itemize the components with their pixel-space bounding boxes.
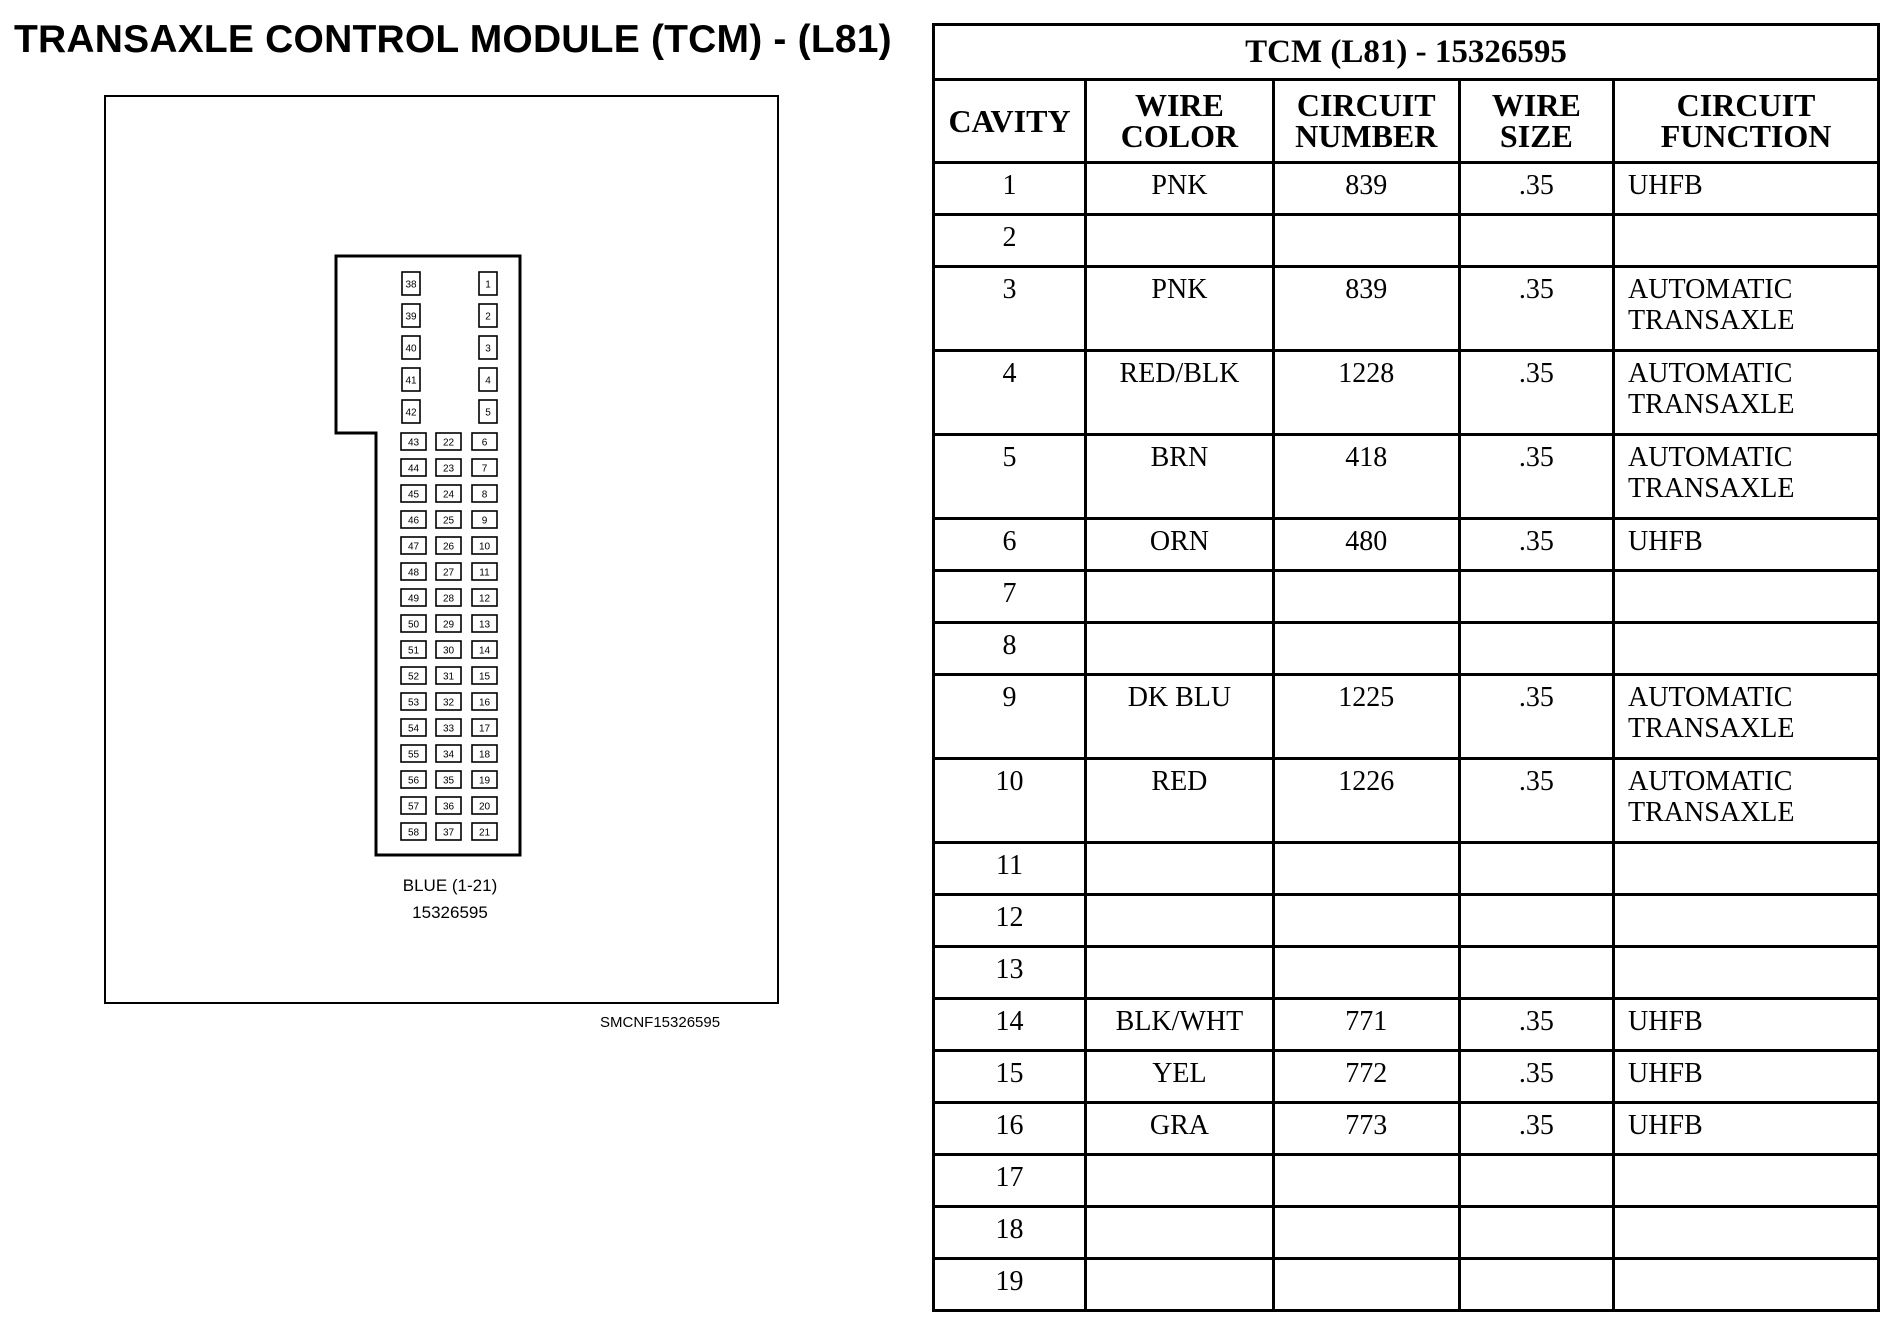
table-row bbox=[934, 1103, 1879, 1155]
cell-cavity: 10 bbox=[934, 759, 1086, 843]
cell-circuit-number bbox=[1273, 215, 1459, 267]
cell-wire-size bbox=[1459, 947, 1613, 999]
svg-text:37: 37 bbox=[442, 827, 455, 839]
svg-text:5: 5 bbox=[485, 407, 491, 419]
cell-circuit-function: UHFB bbox=[1614, 999, 1879, 1051]
cell-circuit-number: 839 bbox=[1273, 163, 1459, 215]
cell-cavity: 5 bbox=[934, 435, 1086, 519]
connector-pin-27 bbox=[436, 563, 461, 580]
cell-circuit-number bbox=[1273, 623, 1459, 675]
cell-wire-color: RED/BLK bbox=[1086, 351, 1274, 435]
table-row bbox=[934, 843, 1879, 895]
connector-pin-8 bbox=[472, 485, 497, 502]
cell-wire-color bbox=[1086, 623, 1274, 675]
connector-pin-10 bbox=[472, 537, 497, 554]
cell-circuit-function: AUTOMATIC TRANSAXLE bbox=[1614, 435, 1879, 519]
svg-text:27: 27 bbox=[442, 567, 455, 579]
cell-circuit-function bbox=[1614, 1155, 1879, 1207]
cell-wire-color: PNK bbox=[1086, 267, 1274, 351]
table-title: TCM (L81) - 15326595 bbox=[934, 25, 1879, 80]
figure-code: SMCNF15326595 bbox=[600, 1014, 721, 1031]
svg-text:1: 1 bbox=[485, 279, 491, 291]
cell-cavity: 17 bbox=[934, 1155, 1086, 1207]
cell-wire-color: BLK/WHT bbox=[1086, 999, 1274, 1051]
cell-circuit-number: 772 bbox=[1273, 1051, 1459, 1103]
connector-pin-26 bbox=[436, 537, 461, 554]
cell-wire-size bbox=[1459, 843, 1613, 895]
table-row bbox=[934, 1259, 1879, 1311]
connector-pin-3 bbox=[479, 336, 497, 359]
cell-circuit-function: AUTOMATIC TRANSAXLE bbox=[1614, 351, 1879, 435]
cell-wire-color bbox=[1086, 1259, 1274, 1311]
cell-circuit-number: 1226 bbox=[1273, 759, 1459, 843]
cell-cavity: 8 bbox=[934, 623, 1086, 675]
connector-color-label: BLUE (1-21) bbox=[402, 876, 498, 895]
header-wire-color: WIRE COLOR bbox=[1086, 80, 1274, 163]
cell-wire-size bbox=[1459, 623, 1613, 675]
connector-pin-13 bbox=[472, 615, 497, 632]
svg-text:12: 12 bbox=[478, 593, 491, 605]
connector-pin-5 bbox=[479, 400, 497, 423]
connector-pin-7 bbox=[472, 459, 497, 476]
svg-text:19: 19 bbox=[478, 775, 491, 787]
cell-cavity: 6 bbox=[934, 519, 1086, 571]
table-row bbox=[934, 519, 1879, 571]
svg-text:43: 43 bbox=[407, 437, 420, 449]
connector-pin-23 bbox=[436, 459, 461, 476]
cell-circuit-number bbox=[1273, 1207, 1459, 1259]
connector-pin-19 bbox=[472, 771, 497, 788]
cell-wire-size: .35 bbox=[1459, 435, 1613, 519]
connector-pin-29 bbox=[436, 615, 461, 632]
cell-wire-size bbox=[1459, 895, 1613, 947]
svg-text:41: 41 bbox=[405, 375, 417, 387]
cell-circuit-number: 773 bbox=[1273, 1103, 1459, 1155]
cell-wire-color: BRN bbox=[1086, 435, 1274, 519]
svg-text:28: 28 bbox=[442, 593, 455, 605]
cell-circuit-function: AUTOMATIC TRANSAXLE bbox=[1614, 759, 1879, 843]
cell-wire-color: GRA bbox=[1086, 1103, 1274, 1155]
connector-pin-16 bbox=[472, 693, 497, 710]
connector-pin-57 bbox=[401, 797, 426, 814]
connector-pin-21 bbox=[472, 823, 497, 840]
svg-text:2: 2 bbox=[485, 311, 491, 323]
cell-circuit-function bbox=[1614, 623, 1879, 675]
connector-pin-38 bbox=[402, 272, 420, 295]
connector-pin-9 bbox=[472, 511, 497, 528]
connector-diagram-frame bbox=[104, 95, 779, 1004]
header-cavity: CAVITY bbox=[934, 80, 1086, 163]
connector-pin-45 bbox=[401, 485, 426, 502]
svg-text:32: 32 bbox=[442, 697, 455, 709]
connector-part-number: 15326595 bbox=[412, 903, 488, 922]
svg-text:6: 6 bbox=[481, 437, 488, 449]
connector-pin-11 bbox=[472, 563, 497, 580]
svg-text:50: 50 bbox=[407, 619, 420, 631]
table-row bbox=[934, 1155, 1879, 1207]
cell-circuit-number bbox=[1273, 843, 1459, 895]
cell-wire-size bbox=[1459, 571, 1613, 623]
svg-text:14: 14 bbox=[478, 645, 491, 657]
connector-pin-51 bbox=[401, 641, 426, 658]
cell-wire-color bbox=[1086, 843, 1274, 895]
connector-pin-54 bbox=[401, 719, 426, 736]
connector-pin-47 bbox=[401, 537, 426, 554]
svg-text:51: 51 bbox=[407, 645, 420, 657]
connector-pin-14 bbox=[472, 641, 497, 658]
svg-text:40: 40 bbox=[405, 343, 417, 355]
connector-pin-42 bbox=[402, 400, 420, 423]
cell-circuit-number: 839 bbox=[1273, 267, 1459, 351]
svg-text:31: 31 bbox=[442, 671, 455, 683]
cell-cavity: 19 bbox=[934, 1259, 1086, 1311]
table-row bbox=[934, 623, 1879, 675]
svg-text:35: 35 bbox=[442, 775, 455, 787]
svg-text:9: 9 bbox=[481, 515, 488, 527]
cell-cavity: 3 bbox=[934, 267, 1086, 351]
connector-pin-6 bbox=[472, 433, 497, 450]
svg-text:45: 45 bbox=[407, 489, 420, 501]
svg-text:42: 42 bbox=[405, 407, 417, 419]
svg-text:8: 8 bbox=[481, 489, 488, 501]
cell-cavity: 18 bbox=[934, 1207, 1086, 1259]
cell-circuit-function bbox=[1614, 895, 1879, 947]
cell-wire-size: .35 bbox=[1459, 163, 1613, 215]
connector-pin-12 bbox=[472, 589, 497, 606]
cell-wire-size: .35 bbox=[1459, 759, 1613, 843]
cell-wire-size: .35 bbox=[1459, 519, 1613, 571]
svg-text:4: 4 bbox=[485, 375, 491, 387]
cell-wire-color bbox=[1086, 215, 1274, 267]
svg-text:46: 46 bbox=[407, 515, 420, 527]
svg-text:11: 11 bbox=[479, 567, 490, 579]
cell-wire-size bbox=[1459, 1259, 1613, 1311]
cell-circuit-number bbox=[1273, 571, 1459, 623]
pinout-table bbox=[932, 23, 1880, 1312]
cell-circuit-number bbox=[1273, 1259, 1459, 1311]
cell-cavity: 4 bbox=[934, 351, 1086, 435]
table-row bbox=[934, 1207, 1879, 1259]
cell-circuit-number: 418 bbox=[1273, 435, 1459, 519]
svg-text:54: 54 bbox=[407, 723, 420, 735]
connector-pin-49 bbox=[401, 589, 426, 606]
cell-circuit-number bbox=[1273, 1155, 1459, 1207]
table-row bbox=[934, 163, 1879, 215]
connector-pin-20 bbox=[472, 797, 497, 814]
connector-pin-50 bbox=[401, 615, 426, 632]
connector-pin-25 bbox=[436, 511, 461, 528]
cell-circuit-number bbox=[1273, 895, 1459, 947]
cell-wire-color bbox=[1086, 1207, 1274, 1259]
svg-text:48: 48 bbox=[407, 567, 420, 579]
svg-text:44: 44 bbox=[407, 463, 420, 475]
svg-text:16: 16 bbox=[478, 697, 491, 709]
cell-circuit-function bbox=[1614, 947, 1879, 999]
svg-text:36: 36 bbox=[442, 801, 455, 813]
cell-wire-size bbox=[1459, 215, 1613, 267]
svg-text:38: 38 bbox=[405, 279, 417, 291]
connector-pin-46 bbox=[401, 511, 426, 528]
svg-text:22: 22 bbox=[442, 437, 455, 449]
svg-text:25: 25 bbox=[442, 515, 455, 527]
table-row bbox=[934, 675, 1879, 759]
svg-text:10: 10 bbox=[478, 541, 491, 553]
connector-pin-44 bbox=[401, 459, 426, 476]
connector-pin-18 bbox=[472, 745, 497, 762]
cell-circuit-function bbox=[1614, 1259, 1879, 1311]
svg-text:21: 21 bbox=[478, 827, 491, 839]
cell-wire-color: ORN bbox=[1086, 519, 1274, 571]
cell-circuit-function bbox=[1614, 1207, 1879, 1259]
table-row bbox=[934, 759, 1879, 843]
svg-text:13: 13 bbox=[478, 619, 491, 631]
svg-text:23: 23 bbox=[442, 463, 455, 475]
cell-wire-color bbox=[1086, 1155, 1274, 1207]
svg-text:53: 53 bbox=[407, 697, 420, 709]
connector-pin-31 bbox=[436, 667, 461, 684]
cell-wire-size: .35 bbox=[1459, 267, 1613, 351]
svg-text:55: 55 bbox=[407, 749, 420, 761]
connector-pin-4 bbox=[479, 368, 497, 391]
connector-pin-55 bbox=[401, 745, 426, 762]
svg-text:20: 20 bbox=[478, 801, 491, 813]
connector-pin-56 bbox=[401, 771, 426, 788]
table-row bbox=[934, 947, 1879, 999]
table-row bbox=[934, 435, 1879, 519]
connector-pin-28 bbox=[436, 589, 461, 606]
svg-text:34: 34 bbox=[442, 749, 455, 761]
connector-pin-52 bbox=[401, 667, 426, 684]
cell-circuit-function: UHFB bbox=[1614, 1051, 1879, 1103]
connector-pin-53 bbox=[401, 693, 426, 710]
cell-cavity: 1 bbox=[934, 163, 1086, 215]
svg-text:56: 56 bbox=[407, 775, 420, 787]
header-wire-size: WIRE SIZE bbox=[1459, 80, 1613, 163]
connector-face-drawing bbox=[106, 97, 781, 1006]
cell-wire-size: .35 bbox=[1459, 1103, 1613, 1155]
header-circuit-number: CIRCUIT NUMBER bbox=[1273, 80, 1459, 163]
svg-text:49: 49 bbox=[407, 593, 420, 605]
svg-text:58: 58 bbox=[407, 827, 420, 839]
connector-pin-34 bbox=[436, 745, 461, 762]
connector-pin-32 bbox=[436, 693, 461, 710]
table-row bbox=[934, 267, 1879, 351]
connector-pin-35 bbox=[436, 771, 461, 788]
svg-text:39: 39 bbox=[405, 311, 417, 323]
cell-circuit-function bbox=[1614, 215, 1879, 267]
svg-text:57: 57 bbox=[407, 801, 420, 813]
cell-circuit-number bbox=[1273, 947, 1459, 999]
connector-pin-41 bbox=[402, 368, 420, 391]
cell-wire-color bbox=[1086, 571, 1274, 623]
header-circuit-function: CIRCUIT FUNCTION bbox=[1614, 80, 1879, 163]
svg-text:52: 52 bbox=[407, 671, 420, 683]
svg-text:3: 3 bbox=[485, 343, 491, 355]
svg-text:29: 29 bbox=[442, 619, 455, 631]
cell-circuit-function: UHFB bbox=[1614, 519, 1879, 571]
connector-pin-37 bbox=[436, 823, 461, 840]
cell-wire-size: .35 bbox=[1459, 1051, 1613, 1103]
cell-circuit-number: 771 bbox=[1273, 999, 1459, 1051]
cell-circuit-function: UHFB bbox=[1614, 1103, 1879, 1155]
cell-wire-color: PNK bbox=[1086, 163, 1274, 215]
connector-pin-24 bbox=[436, 485, 461, 502]
table-row bbox=[934, 895, 1879, 947]
cell-cavity: 12 bbox=[934, 895, 1086, 947]
cell-wire-size bbox=[1459, 1207, 1613, 1259]
connector-pin-22 bbox=[436, 433, 461, 450]
svg-text:26: 26 bbox=[442, 541, 455, 553]
cell-wire-color bbox=[1086, 895, 1274, 947]
cell-wire-color: YEL bbox=[1086, 1051, 1274, 1103]
svg-text:47: 47 bbox=[407, 541, 420, 553]
cell-cavity: 15 bbox=[934, 1051, 1086, 1103]
cell-wire-size bbox=[1459, 1155, 1613, 1207]
connector-pin-39 bbox=[402, 304, 420, 327]
connector-pin-40 bbox=[402, 336, 420, 359]
svg-text:7: 7 bbox=[481, 463, 488, 475]
cell-cavity: 7 bbox=[934, 571, 1086, 623]
svg-text:24: 24 bbox=[442, 489, 455, 501]
cell-wire-color: RED bbox=[1086, 759, 1274, 843]
connector-pin-36 bbox=[436, 797, 461, 814]
connector-pin-2 bbox=[479, 304, 497, 327]
cell-cavity: 2 bbox=[934, 215, 1086, 267]
cell-circuit-function: AUTOMATIC TRANSAXLE bbox=[1614, 267, 1879, 351]
cell-cavity: 9 bbox=[934, 675, 1086, 759]
cell-cavity: 16 bbox=[934, 1103, 1086, 1155]
table-row bbox=[934, 999, 1879, 1051]
connector-pin-30 bbox=[436, 641, 461, 658]
svg-text:18: 18 bbox=[478, 749, 491, 761]
cell-circuit-function bbox=[1614, 843, 1879, 895]
connector-pin-15 bbox=[472, 667, 497, 684]
cell-cavity: 13 bbox=[934, 947, 1086, 999]
cell-wire-size: .35 bbox=[1459, 675, 1613, 759]
table-row bbox=[934, 351, 1879, 435]
cell-wire-size: .35 bbox=[1459, 999, 1613, 1051]
connector-pin-58 bbox=[401, 823, 426, 840]
cell-circuit-function: AUTOMATIC TRANSAXLE bbox=[1614, 675, 1879, 759]
connector-pin-1 bbox=[479, 272, 497, 295]
cell-circuit-number: 1228 bbox=[1273, 351, 1459, 435]
cell-circuit-function bbox=[1614, 571, 1879, 623]
cell-wire-size: .35 bbox=[1459, 351, 1613, 435]
cell-cavity: 14 bbox=[934, 999, 1086, 1051]
connector-pin-43 bbox=[401, 433, 426, 450]
connector-pin-33 bbox=[436, 719, 461, 736]
connector-pin-17 bbox=[472, 719, 497, 736]
cell-wire-color: DK BLU bbox=[1086, 675, 1274, 759]
connector-pin-48 bbox=[401, 563, 426, 580]
cell-circuit-function: UHFB bbox=[1614, 163, 1879, 215]
table-row bbox=[934, 1051, 1879, 1103]
page-title: TRANSAXLE CONTROL MODULE (TCM) - (L81) bbox=[14, 18, 892, 61]
svg-text:30: 30 bbox=[442, 645, 455, 657]
svg-text:15: 15 bbox=[478, 671, 491, 683]
cell-circuit-number: 480 bbox=[1273, 519, 1459, 571]
cell-circuit-number: 1225 bbox=[1273, 675, 1459, 759]
table-row bbox=[934, 571, 1879, 623]
cell-cavity: 11 bbox=[934, 843, 1086, 895]
svg-text:17: 17 bbox=[478, 723, 491, 735]
cell-wire-color bbox=[1086, 947, 1274, 999]
table-row bbox=[934, 215, 1879, 267]
svg-text:33: 33 bbox=[442, 723, 455, 735]
